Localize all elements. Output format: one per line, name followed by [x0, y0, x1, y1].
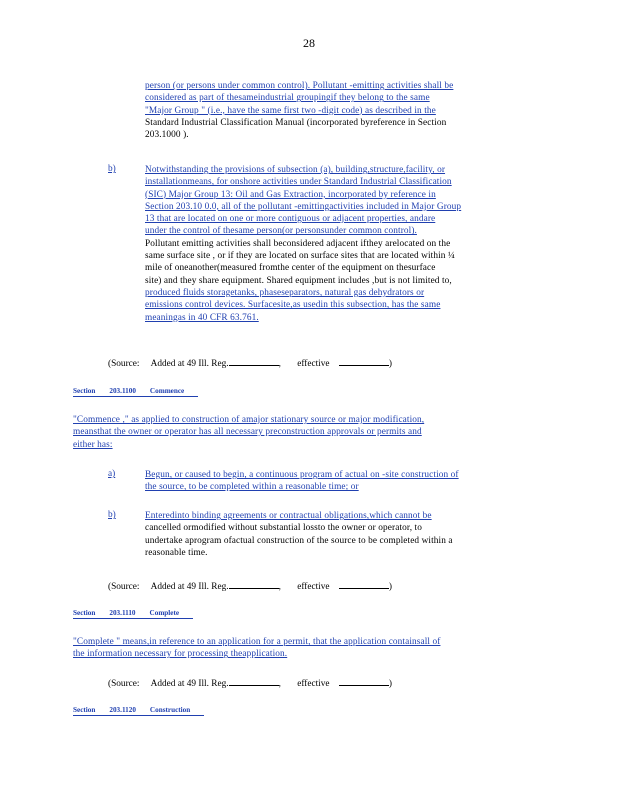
text-line: the information necessary for processing theapplication. — [73, 649, 288, 660]
text-line: mile of oneanother(measured fromthe center of the equipment on thesurface — [145, 263, 436, 274]
source-line: (Source: Added at 49 Ill. Reg. , effective ) — [108, 359, 392, 369]
section-word: Section — [73, 387, 96, 395]
source-effective: effective — [297, 679, 330, 689]
section-id: 203.1100 — [109, 387, 136, 395]
text-line: Enteredinto binding agreements or contractual obligations,which cannot be — [145, 511, 432, 521]
text-line: 203.1000 ). — [145, 130, 189, 141]
text-line: Pollutant emitting activities shall beconsidered adjacent ifthey arelocated on the — [145, 238, 451, 249]
source-added: Added at 49 Ill. Reg. — [150, 582, 229, 592]
section-heading — [73, 706, 204, 716]
text-line: meaningas in 40 CFR 63.761. — [145, 312, 259, 323]
para-top — [145, 80, 540, 141]
para-item-b-sic — [145, 164, 540, 324]
text-line: produced fluids storagetanks, phaseseparators, natural gas dehydrators or — [145, 287, 425, 298]
text-line: undertake aprogram ofactual construction of the source to be completed within a — [145, 535, 453, 546]
page-number: 28 — [303, 36, 315, 50]
source-suffix: ) — [388, 359, 392, 369]
source-effective: effective — [297, 359, 330, 369]
section-word: Section — [73, 706, 96, 714]
section-title: Commence — [149, 387, 185, 395]
text-line: the source, to be completed within a reasonable time; or — [145, 482, 359, 493]
text-line: reasonable time. — [145, 547, 208, 558]
text-line: "Commence ," as applied to construction of amajor stationary source or major modification, — [73, 415, 425, 425]
text-line: Begun, or caused to begin, a continuous program of actual on -site construction of — [145, 470, 459, 480]
source-suffix: ) — [388, 582, 392, 592]
text-line: same surface site , or if they are located on surface sites that are located within ¼ — [145, 251, 456, 262]
source-line: (Source: Added at 49 Ill. Reg. , effective ) — [108, 679, 392, 689]
text-line: considered as part of thesameindustrial groupingif they belong to the same — [145, 93, 430, 104]
text-line: site) and they share equipment. Shared equipment includes ,but is not limited to, — [145, 275, 452, 286]
commence-definition — [73, 414, 541, 451]
reg-blank — [229, 580, 279, 589]
text-line: person (or persons under common control). Pollutant -emitting activities shall be — [145, 81, 454, 91]
source-suffix: ) — [388, 679, 392, 689]
text-line: "Major Group " (i.e., have the same first two -digit code) as described in the — [145, 105, 436, 116]
complete-definition — [73, 636, 541, 661]
source-prefix: (Source: — [108, 359, 140, 369]
text-line: Standard Industrial Classification Manual (incorporated byreference in Section — [145, 117, 447, 128]
item-label-a: a) — [108, 469, 116, 479]
date-blank — [339, 357, 389, 366]
section-heading — [73, 387, 198, 397]
text-line: Notwithstanding the provisions of subsection (a), building,structure,facility, or — [145, 165, 446, 175]
section-title: Construction — [149, 706, 191, 714]
text-line: under the control of thesame person(or personsunder common control). — [145, 226, 417, 237]
reg-blank — [229, 677, 279, 686]
source-added: Added at 49 Ill. Reg. — [150, 679, 229, 689]
source-prefix: (Source: — [108, 582, 140, 592]
text-line: installationmeans, for onshore activities under Standard Industrial Classification — [145, 177, 452, 188]
para-item-a — [145, 469, 540, 494]
text-line: emissions control devices. Surfacesite,as usedin this subsection, has the same — [145, 300, 441, 311]
para-item-b-agreements — [145, 510, 540, 559]
reg-blank — [229, 357, 279, 366]
text-line: 13 that are located on one or more contiguous or adjacent properties, andare — [145, 214, 436, 225]
section-title: Complete — [149, 609, 180, 617]
date-blank — [339, 677, 389, 686]
text-line: either has: — [73, 439, 113, 450]
text-line: (SIC) Major Group 13: Oil and Gas Extraction, incorporated by reference in — [145, 189, 436, 200]
source-prefix: (Source: — [108, 679, 140, 689]
section-id: 203.1120 — [109, 706, 136, 714]
item-label-b: b) — [108, 164, 116, 174]
text-line: Section 203.10 0.0, all of the pollutant -emittingactivities included in Major Group — [145, 201, 462, 212]
date-blank — [339, 580, 389, 589]
source-effective: effective — [297, 582, 330, 592]
text-line: meansthat the owner or operator has all necessary preconstruction approvals or permits and — [73, 427, 422, 438]
source-added: Added at 49 Ill. Reg. — [150, 359, 229, 369]
section-id: 203.1110 — [109, 609, 136, 617]
item-label-b: b) — [108, 510, 116, 520]
source-line: (Source: Added at 49 Ill. Reg. , effective ) — [108, 582, 392, 592]
text-line: cancelled ormodified without substantial lossto the owner or operator, to — [145, 523, 422, 534]
section-heading — [73, 609, 193, 619]
section-word: Section — [73, 609, 96, 617]
text-line: "Complete " means,in reference to an application for a permit, that the application containsall of — [73, 637, 441, 647]
